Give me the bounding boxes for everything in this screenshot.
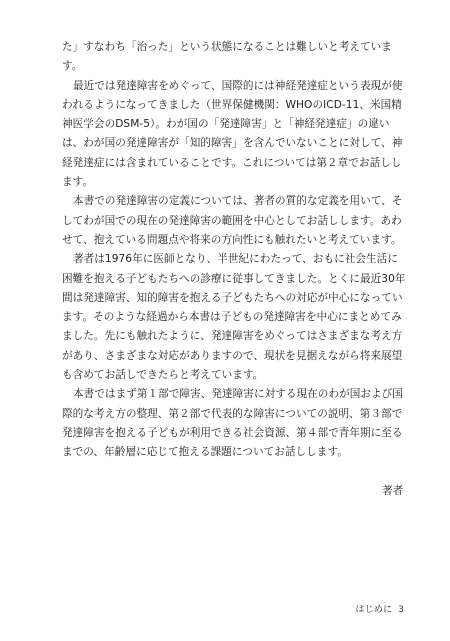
paragraph-start-line: 著者は1976年に医師となり、半世紀にわたって、おもに社会生活に [73, 253, 398, 266]
text-line: も含めてお話しできたらと考えています。 [62, 369, 264, 382]
text-line: は、わが国の発達障害が「知的障害」を含んでいないことに対して、神 [62, 137, 403, 150]
author-signature: 著者 [382, 485, 404, 497]
text-line: 困難を抱える子どもたちへの診療に従事してきました。とくに最近30年 [62, 272, 406, 285]
text-line: せて、抱えている問題点や将来の方向性にも触れたいと考えています。 [62, 233, 402, 246]
text-line: す。 [62, 60, 83, 73]
text-line: われるようになってきました（世界保健機関：WHOのICD-11、米国精 [62, 98, 402, 111]
page-number: 3 [398, 604, 404, 615]
text-line: ました。先にも触れたように、発達障害をめぐってはさまざまな考え方 [62, 330, 403, 343]
text-line: ます。そのような経過から本書は子どもの発達障害を中心にまとめてみ [62, 311, 402, 324]
text-line: があり、さまざまな対応がありますので、現状を見据えながら将来展望 [62, 349, 403, 362]
text-line: た」すなわち「治った」という状態になることは難しいと考えていま [62, 41, 392, 53]
paragraph-start-line: 本書での発達障害の定義については、著者の質的な定義を用いて、そ [73, 195, 403, 208]
body-text [62, 38, 404, 463]
text-line: までの、年齢層に応じて抱える課題についてお話しします。 [62, 446, 348, 459]
section-title: はじめに [355, 604, 393, 615]
text-line: 神医学会のDSM-5）。わが国の「発達障害」と「神経発達症」の違い [62, 118, 390, 131]
text-line: してわが国での現在の発達障害の範囲を中心としてお話しします。あわ [62, 214, 402, 227]
paragraph-start-line: 本書ではまず第１部で障害、発達障害に対する現在のわが国および国 [73, 388, 403, 401]
text-line: 経発達症には含まれていることです。これについては第２章でお話しし [62, 156, 402, 169]
text-line: 発達障害を抱える子どもが利用できる社会資源、第４部で青年期に至る [62, 426, 403, 439]
text-line: 際的な考え方の整理、第２部で代表的な障害についての説明、第３部で [62, 407, 403, 420]
page-footer [355, 604, 404, 616]
paragraph-start-line: 最近では発達障害をめぐって、国際的には神経発達症という表現が使 [73, 79, 403, 92]
text-line: ます。 [62, 176, 94, 189]
text-line: 間は発達障害、知的障害を抱える子どもたちへの対応が中心になってい [62, 291, 403, 304]
